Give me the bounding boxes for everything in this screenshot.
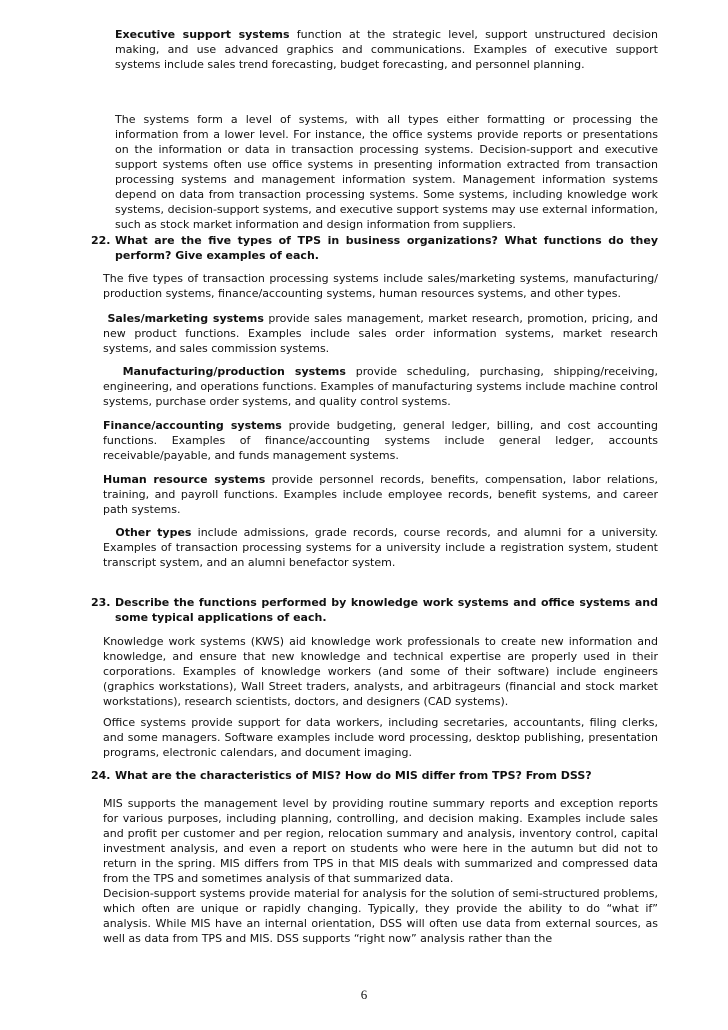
hr-paragraph bbox=[103, 472, 658, 517]
page-number: 6 bbox=[360, 987, 368, 1002]
question-22 bbox=[91, 233, 658, 263]
ess-paragraph bbox=[115, 27, 658, 72]
mis-paragraph: MIS supports the management level by providing routine summary reports and exception reports for various purposes, including planning, controlling, and decision making. Examples include sales and profit per customer and per region, relocation summary and analysis, inventory control, capital investment analysis, and even a report on students who were here in the autumn but did not to return in the spring. MIS differs from TPS in that MIS deals with summarized and compressed data from the TPS and sometimes analysis of that summarized data. bbox=[103, 797, 658, 885]
kws-paragraph: Knowledge work systems (KWS) aid knowledge work professionals to create new information and knowledge, and ensure that new knowledge and technical expertise are properly used in their corporations. Examples of knowledge workers (and some of their software) include engineers (graphics workstations), Wall Street traders, analysts, and arbitrageurs (financial and stock market workstations), research scientists, doctors, and designers (CAD systems). bbox=[103, 635, 658, 708]
sales-term: Sales/marketing systems bbox=[107, 312, 264, 325]
dss-paragraph: Decision-support systems provide material for analysis for the solution of semi-structured problems, which often are unique or rapidly changing. Typically, they provide the ability to do “what if” analysis. While MIS have an internal orientation, DSS will often use data from external sources, as well as data from TPS and MIS. DSS supports “right now” analysis rather than the bbox=[103, 887, 658, 945]
sales-paragraph bbox=[103, 311, 658, 356]
office-paragraph: Office systems provide support for data workers, including secretaries, accountants, filing clerks, and some managers. Software examples include word processing, desktop publishing, presentation programs, electronic calendars, and document imaging. bbox=[103, 716, 658, 759]
other-types-paragraph bbox=[103, 525, 658, 570]
other-types-text: include admissions, grade records, course records, and alumni for a university. Examples of transaction processing systems for a university include a registration system, student transcript system, and an alumni benefactor system. bbox=[103, 526, 659, 569]
hr-term: Human resource systems bbox=[103, 473, 266, 486]
finance-paragraph bbox=[103, 418, 658, 463]
sales-text: provide sales management, market research, promotion, pricing, and new product functions. Examples include sales order information systems, market research systems, and sales commission systems. bbox=[103, 312, 658, 355]
question-24 bbox=[91, 768, 658, 783]
ess-text: function at the strategic level, support unstructured decision making, and use advanced graphics and communications. Examples of executive support systems include sales trend forecasting, budget forecasting, and personnel planning. bbox=[115, 28, 659, 71]
other-types-term: Other types bbox=[115, 526, 192, 539]
manufacturing-paragraph bbox=[103, 364, 658, 409]
question-24-number: 24. bbox=[91, 769, 111, 782]
manufacturing-term: Manufacturing/production systems bbox=[122, 365, 346, 378]
question-23-number: 23. bbox=[91, 596, 111, 609]
ess-term: Executive support systems bbox=[115, 28, 290, 41]
manufacturing-text: provide scheduling, purchasing, shipping/receiving, engineering, and operations functions. Examples of manufacturing systems include machine control systems, purchase order systems, and quality control systems. bbox=[103, 365, 658, 408]
question-24-text: What are the characteristics of MIS? How do MIS differ from TPS? From DSS? bbox=[115, 769, 592, 782]
tps-intro-paragraph: The five types of transaction processing systems include sales/marketing systems, manufacturing/ production systems, finance/accounting systems, human resources systems, and other types. bbox=[103, 272, 658, 300]
levels-paragraph: The systems form a level of systems, with all types either formatting or processing the information from a lower level. For instance, the office systems provide reports or presentations on the information or data in transaction processing systems. Decision-support and executive support systems often use office systems in presenting information extracted from transaction processing systems and management information system. Management information systems depend on data from transaction processing systems. Some systems, including knowledge work systems, decision-support systems, and executive support systems may use external information, such as stock market information and design information from suppliers. bbox=[115, 113, 658, 231]
question-23-text: Describe the functions performed by knowledge work systems and office systems and some typical applications of each. bbox=[115, 596, 658, 624]
question-23 bbox=[91, 595, 658, 625]
question-22-text: What are the five types of TPS in business organizations? What functions do they perform? Give examples of each. bbox=[115, 234, 658, 262]
question-22-number: 22. bbox=[91, 234, 111, 247]
finance-term: Finance/accounting systems bbox=[103, 419, 282, 432]
finance-text: provide budgeting, general ledger, billing, and cost accounting functions. Examples of finance/accounting systems include general ledger, accounts receivable/payable, and funds management systems. bbox=[103, 419, 658, 462]
hr-text: provide personnel records, benefits, compensation, labor relations, training, and payroll functions. Examples include employee records, benefit systems, and career path systems. bbox=[103, 473, 658, 516]
